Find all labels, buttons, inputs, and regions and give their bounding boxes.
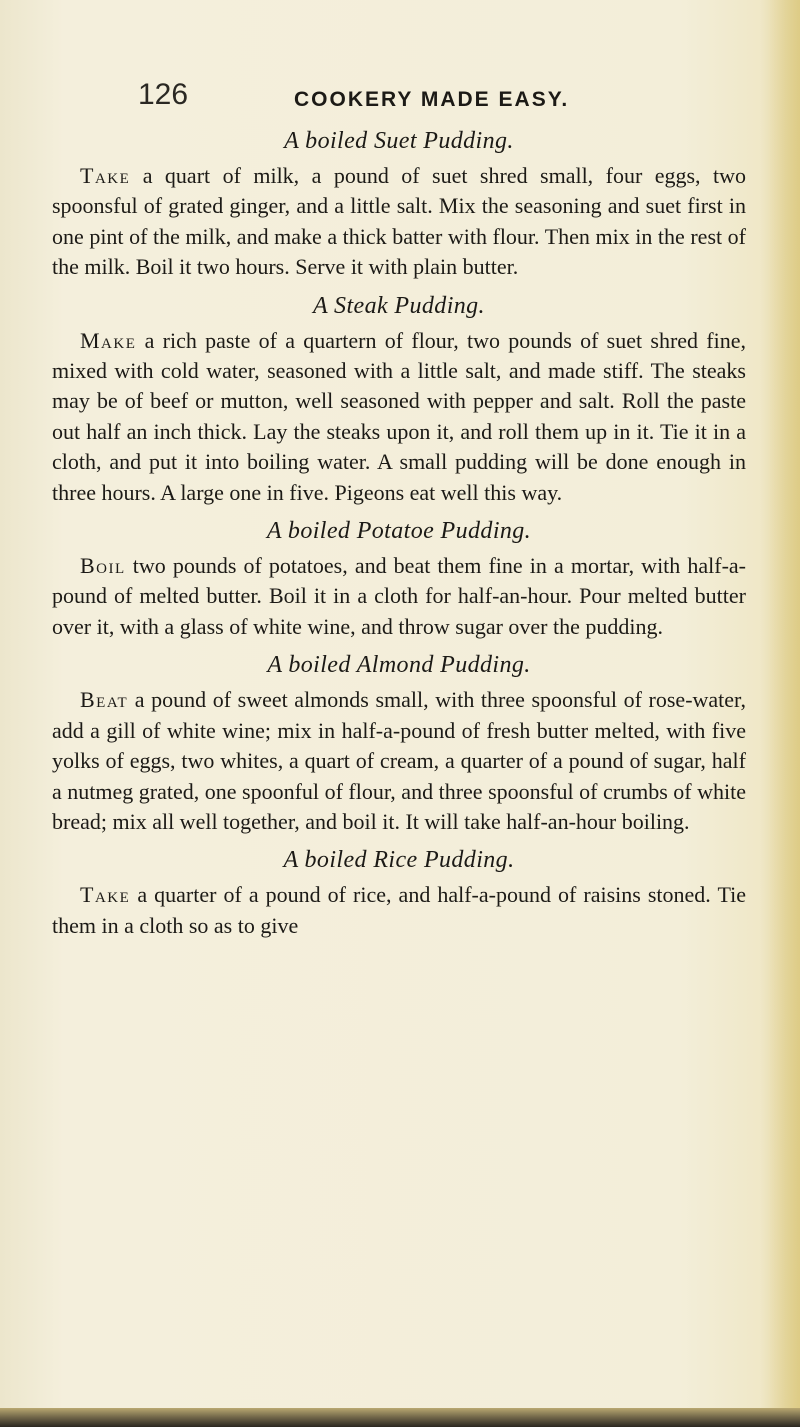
page-edge-stain	[760, 0, 800, 1427]
recipe-body-text: a rich paste of a quartern of flour, two pounds of suet shred fine, mixed with cold water, seasoned with a little salt, and made stiff. The steaks may be of beef or mutton, well seasoned with pepper and salt. Roll the paste out half an inch thick. Lay the steaks upon it, and roll them up in it. Tie it in a cloth, and put it into boiling water. A small pudding will be done enough in three hours. A large one in five. Pigeons eat well this way.	[52, 327, 746, 505]
page-header	[138, 78, 738, 118]
recipe-steak-pudding	[52, 293, 746, 508]
page-content	[52, 128, 746, 941]
recipe-title: A Steak Pudding.	[313, 292, 485, 319]
recipe-lead-word: Take	[80, 882, 131, 908]
recipe-body-text: a quarter of a pound of rice, and half-a-pound of raisins stoned. Tie them in a cloth so as to give	[52, 882, 746, 938]
recipe-text	[52, 161, 746, 283]
recipe-suet-pudding	[52, 128, 746, 283]
recipe-text	[52, 880, 746, 941]
recipe-text	[52, 685, 746, 837]
recipe-text	[52, 326, 746, 508]
page-bottom-edge	[0, 1408, 800, 1427]
recipe-body-text: a quart of milk, a pound of suet shred small, four eggs, two spoonsful of grated ginger, and a little salt. Mix the seasoning and suet first in one pint of the milk, and make a thick batter with flour. Then mix in the rest of the milk. Boil it two hours. Serve it with plain butter.	[52, 163, 746, 280]
recipe-lead-word: Boil	[80, 553, 126, 579]
recipe-title: A boiled Rice Pudding.	[283, 847, 515, 874]
recipe-lead-word: Beat	[80, 687, 129, 713]
recipe-potatoe-pudding	[52, 518, 746, 642]
recipe-title: A boiled Potatoe Pudding.	[266, 518, 532, 545]
recipe-body-text: a pound of sweet almonds small, with three spoonsful of rose-water, add a gill of white wine; mix in half-a-pound of fresh butter melted, with five yolks of eggs, two whites, a quart of cream, a quarter of a pound of sugar, half a nutmeg grated, one spoonful of flour, and three spoonsful of crumbs of white bread; mix all well together, and boil it. It will take half-an-hour boiling.	[52, 687, 746, 834]
recipe-title: A boiled Almond Pudding.	[267, 652, 531, 679]
recipe-lead-word: Make	[80, 327, 137, 353]
page-number: 126	[138, 78, 189, 111]
running-title: COOKERY MADE EASY.	[294, 88, 570, 111]
recipe-rice-pudding	[52, 847, 746, 941]
recipe-almond-pudding	[52, 652, 746, 837]
recipe-text	[52, 551, 746, 642]
recipe-lead-word: Take	[80, 163, 131, 188]
recipe-body-text: two pounds of potatoes, and beat them fine in a mortar, with half-a-pound of melted butter. Boil it in a cloth for half-an-hour. Pour melted butter over it, with a glass of white wine, and throw sugar over the pudding.	[52, 553, 746, 639]
recipe-title: A boiled Suet Pudding.	[284, 128, 514, 154]
